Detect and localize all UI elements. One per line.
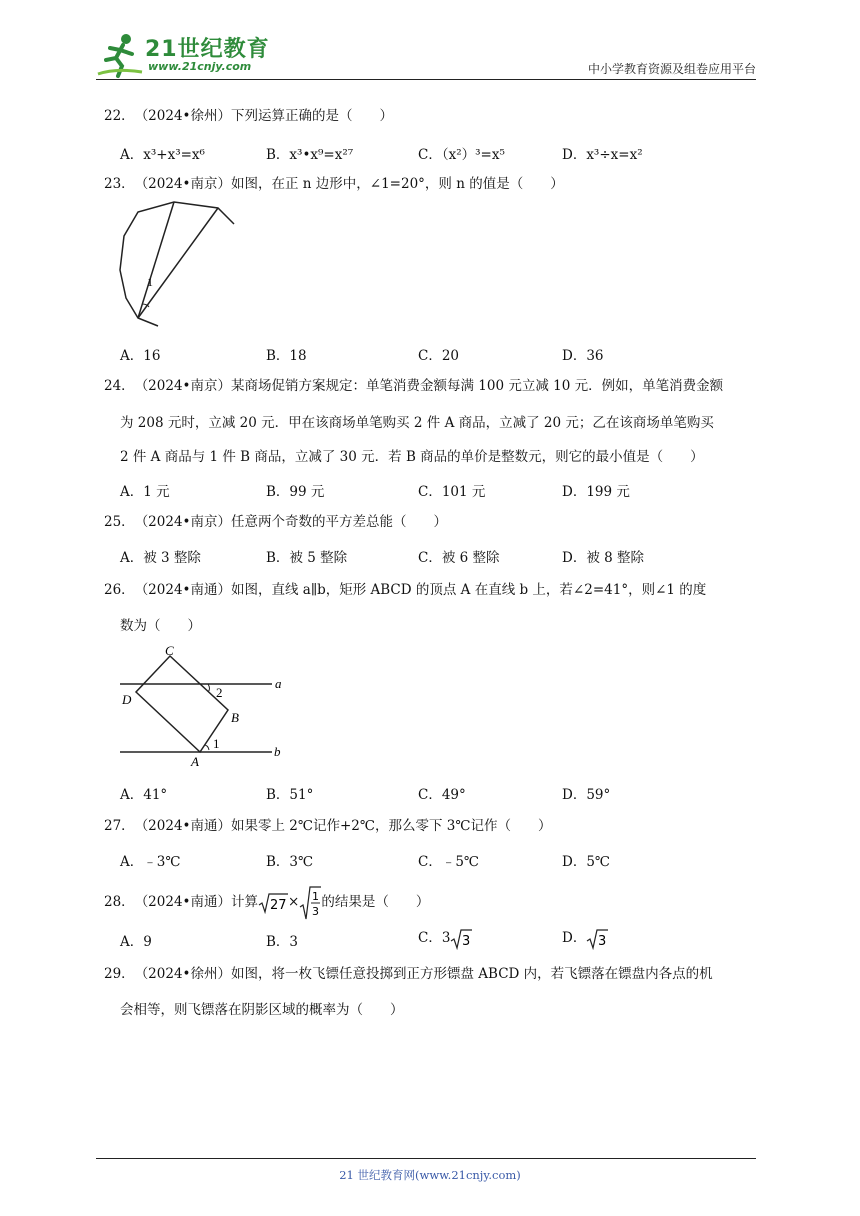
option-b: B．被 5 整除 — [266, 550, 348, 566]
footer-divider — [96, 1158, 756, 1159]
question-25 — [104, 512, 447, 532]
option-a: A．1 元 — [120, 484, 170, 500]
brand-url: www.21cnjy.com — [148, 60, 252, 73]
option-c: C．被 6 整除 — [418, 550, 500, 566]
option-b: B．99 元 — [266, 484, 325, 500]
option-b: B．3℃ — [266, 854, 314, 870]
label-line-b: b — [274, 744, 281, 759]
option-d: D．被 8 整除 — [562, 550, 644, 566]
polygon-figure — [116, 200, 238, 330]
option-d: D．199 元 — [562, 484, 630, 500]
option-d: D．5℃ — [562, 854, 611, 870]
question-27 — [104, 816, 551, 836]
header-platform-text: 中小学教育资源及组卷应用平台 — [587, 62, 756, 76]
question-number: 27． — [104, 818, 135, 834]
question-stem: （2024•徐州）如图，将一枚飞镖任意投掷到正方形镖盘 ABCD 内，若飞镖落在镖盘内各点的机 — [134, 966, 713, 982]
question-number: 28． — [104, 894, 135, 910]
option-a: A．x³+x³=x⁶ — [120, 147, 205, 163]
question-28 — [104, 884, 429, 920]
question-stem-suffix: 的结果是（ ） — [321, 894, 430, 910]
rectangle-parallel-lines-figure — [116, 642, 292, 770]
label-angle-2: 2 — [216, 685, 223, 700]
option-b: B．3 — [266, 934, 299, 950]
question-stem-line2: 为 208 元时，立减 20 元．甲在该商场单笔购买 2 件 A 商品，立减了 20 元；乙在该商场单笔购买 — [120, 415, 714, 431]
option-a: A．﹣3℃ — [120, 854, 181, 870]
question-stem: （2024•徐州）下列运算正确的是（ ） — [134, 108, 394, 124]
label-c: C — [165, 643, 174, 658]
option-d-text: D． — [562, 930, 587, 946]
option-c: C．101 元 — [418, 484, 486, 500]
question-stem: （2024•南通）如图，直线 a∥b，矩形 ABCD 的顶点 A 在直线 b 上，若∠2=41°，则∠1 的度 — [134, 582, 707, 598]
question-number: 26． — [104, 582, 135, 598]
label-d: D — [122, 692, 132, 707]
angle-label: 1 — [147, 275, 153, 289]
sqrt-3-expression — [450, 928, 472, 950]
option-c — [418, 926, 472, 950]
question-23 — [104, 174, 564, 194]
radicand: 3 — [462, 933, 471, 949]
fraction-numerator: 1 — [312, 889, 320, 903]
question-number: 22． — [104, 108, 135, 124]
label-line-a: a — [275, 676, 282, 691]
option-a: A．被 3 整除 — [120, 550, 201, 566]
question-stem-prefix: （2024•南通）计算 — [134, 894, 259, 910]
question-number: 23． — [104, 176, 135, 192]
question-22 — [104, 106, 393, 126]
option-d — [562, 926, 608, 950]
option-b: B．x³•x⁹=x²⁷ — [266, 147, 354, 163]
radicand-27: 27 — [270, 897, 287, 913]
brand-name: 21世纪教育 — [145, 37, 270, 62]
option-c: C．20 — [418, 348, 460, 364]
option-d: D．x³÷x=x² — [562, 147, 643, 163]
option-d: D．36 — [562, 348, 604, 364]
question-stem-line3: 2 件 A 商品与 1 件 B 商品，立减了 30 元．若 B 商品的单价是整数元，则它的最小值是（ ） — [120, 449, 704, 465]
option-c: C．49° — [418, 787, 466, 803]
footer-text[interactable]: 21 世纪教育网(www.21cnjy.com) — [339, 1168, 521, 1182]
question-stem-line2: 会相等，则飞镖落在阴影区域的概率为（ ） — [120, 1002, 404, 1018]
fraction-denominator: 3 — [312, 904, 320, 918]
option-a: A．9 — [120, 934, 152, 950]
sqrt-fraction-expression — [299, 885, 321, 921]
option-b: B．18 — [266, 348, 307, 364]
question-number: 25． — [104, 514, 135, 530]
label-angle-1: 1 — [213, 736, 220, 751]
radicand: 3 — [598, 933, 607, 949]
option-c: C．﹣5℃ — [418, 854, 480, 870]
option-b: B．51° — [266, 787, 314, 803]
question-26 — [104, 580, 706, 600]
option-c-text: C．3 — [418, 930, 451, 946]
question-29 — [104, 964, 713, 984]
option-d: D．59° — [562, 787, 611, 803]
question-number: 29． — [104, 966, 135, 982]
label-b-vertex: B — [231, 710, 239, 725]
question-number: 24． — [104, 378, 135, 394]
label-a-vertex: A — [191, 754, 199, 769]
times-sign: × — [288, 894, 300, 910]
question-stem: （2024•南通）如果零上 2℃记作+2℃，那么零下 3℃记作（ ） — [134, 818, 552, 834]
option-c: C．（x²）³=x⁵ — [418, 147, 505, 163]
option-a: A．41° — [120, 787, 168, 803]
question-stem: （2024•南京）如图，在正 n 边形中，∠1=20°，则 n 的值是（ ） — [134, 176, 564, 192]
option-a: A．16 — [120, 348, 161, 364]
question-24 — [104, 376, 723, 396]
logo-runner-icon — [96, 30, 146, 80]
question-stem: （2024•南京）任意两个奇数的平方差总能（ ） — [134, 514, 448, 530]
sqrt-27-expression — [258, 892, 288, 914]
question-stem-line2: 数为（ ） — [120, 618, 201, 634]
question-stem: （2024•南京）某商场促销方案规定：单笔消费金额每满 100 元立减 10 元．例如，单笔消费金额 — [134, 378, 724, 394]
header-divider — [96, 79, 756, 80]
sqrt-3-expression — [586, 928, 608, 950]
